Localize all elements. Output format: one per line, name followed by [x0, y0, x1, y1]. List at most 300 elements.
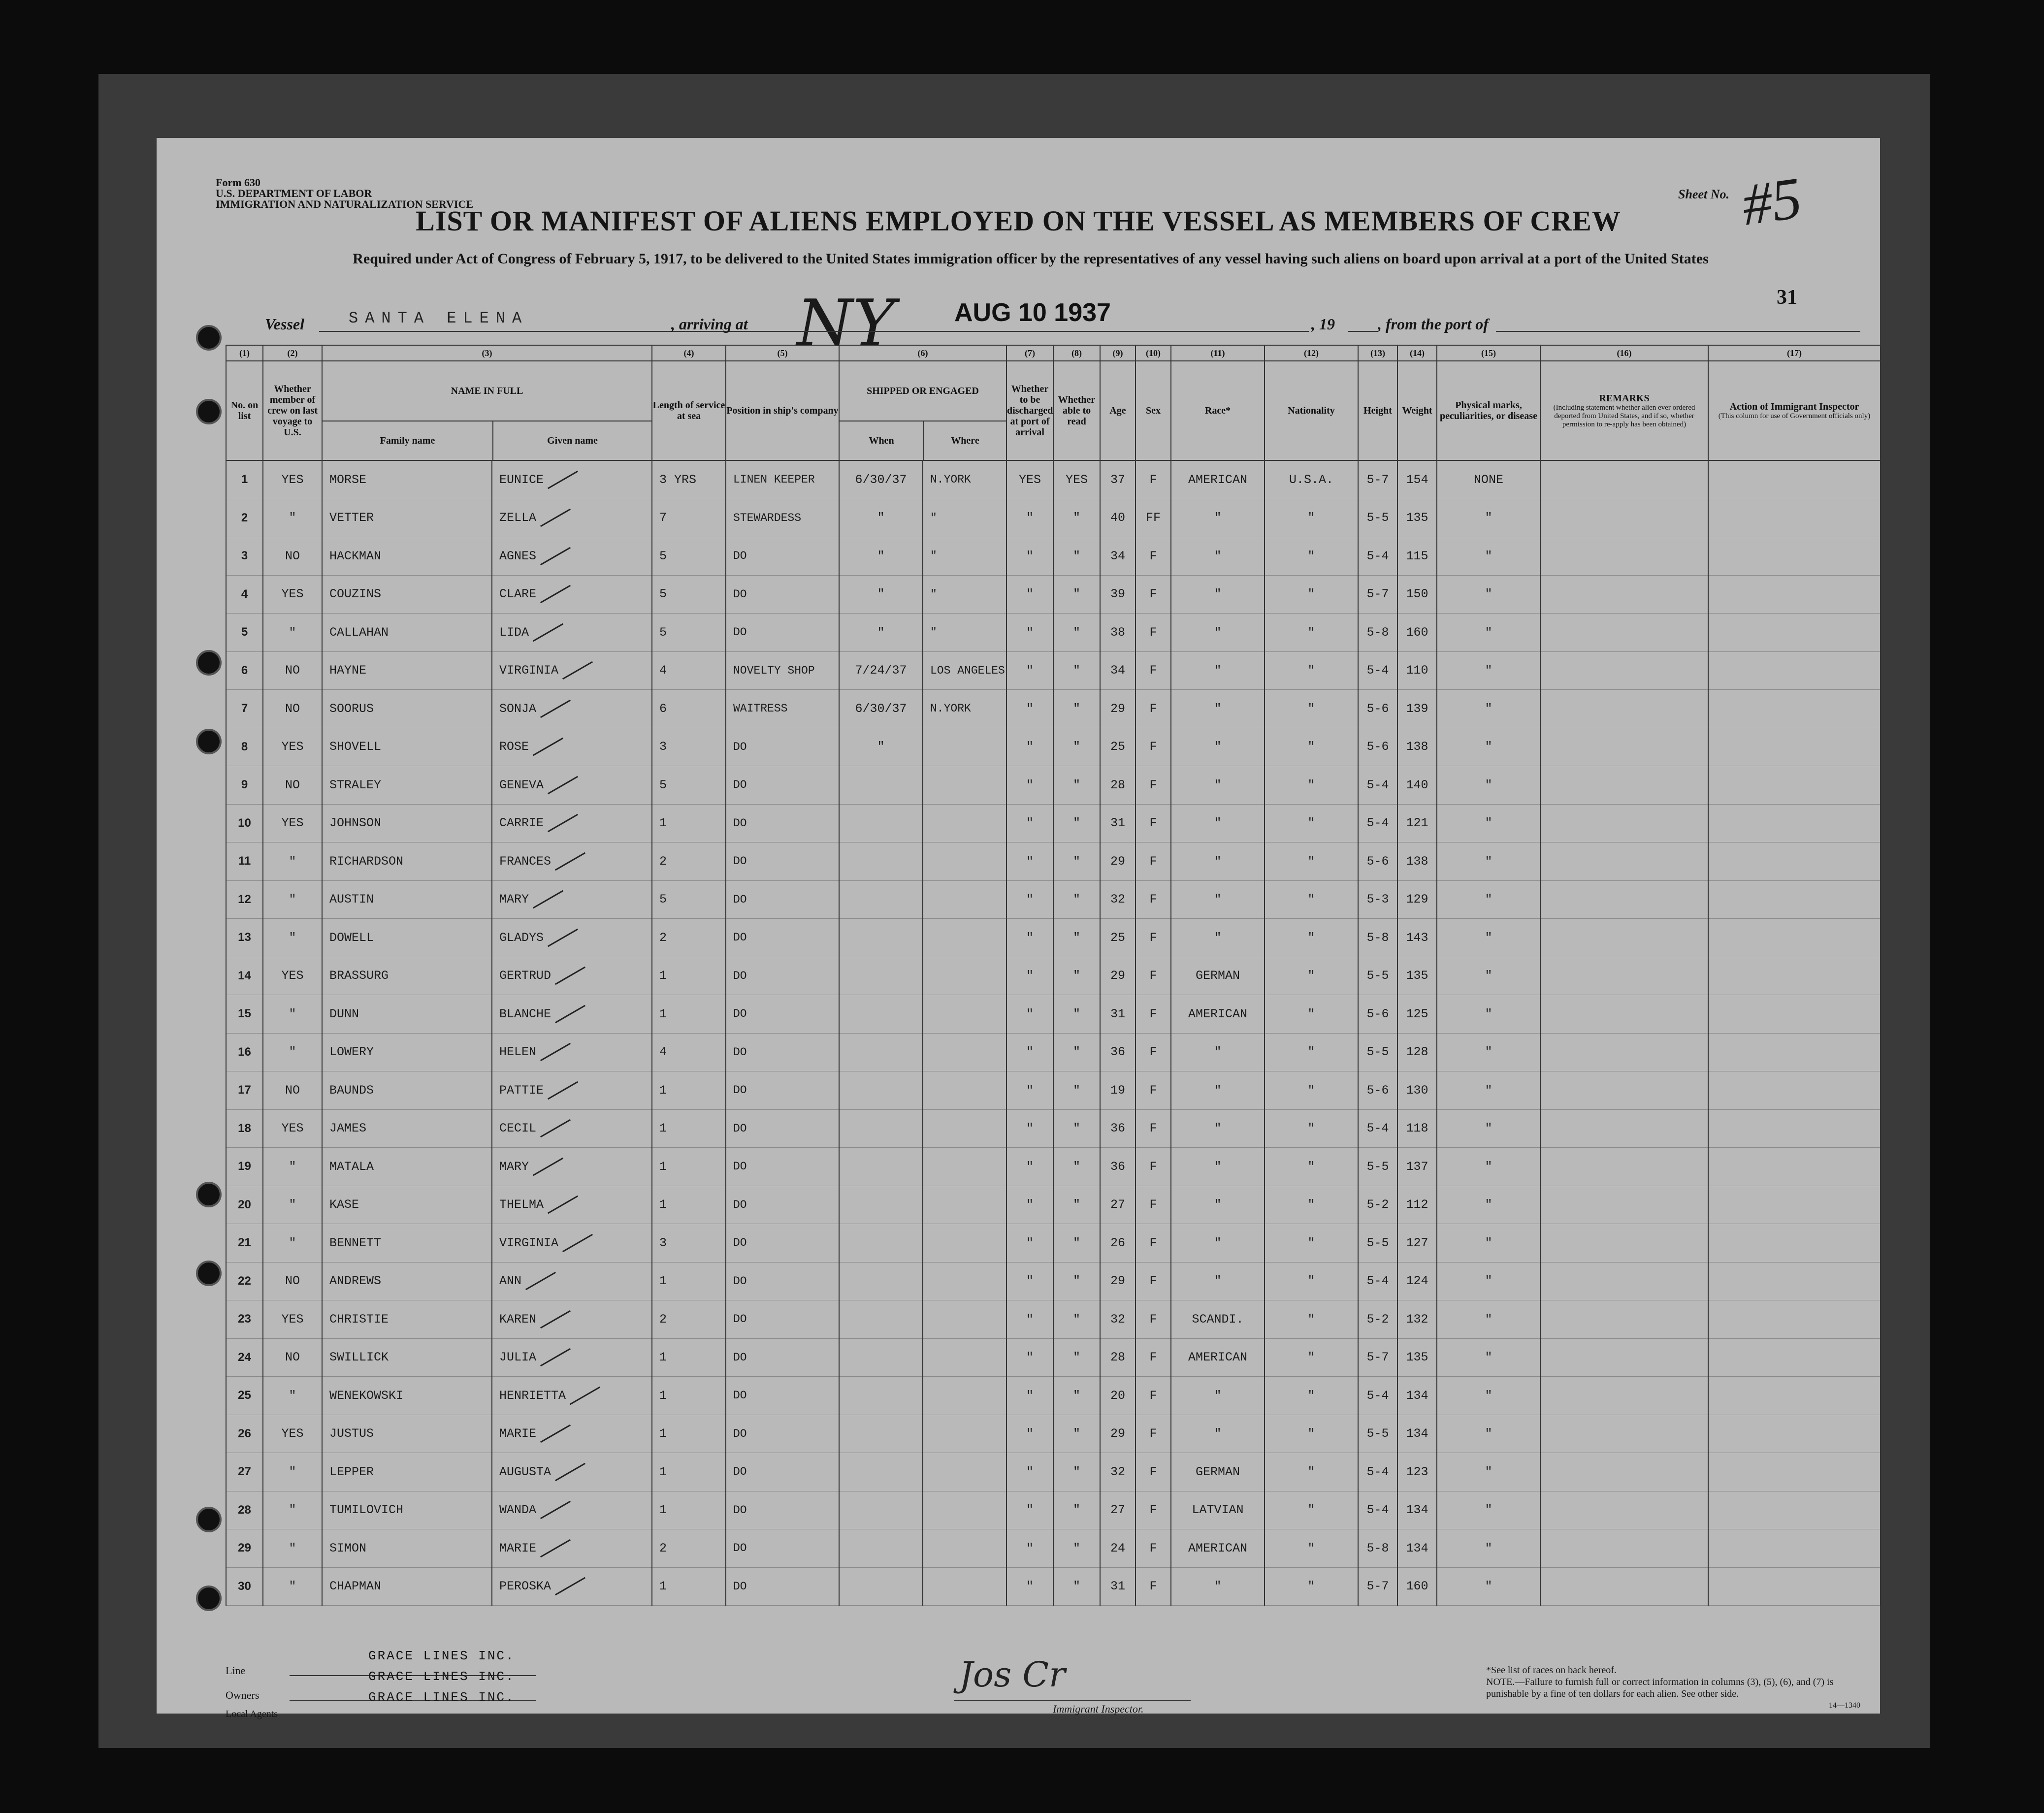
sex: F [1136, 575, 1171, 614]
family-name: BRASSURG [322, 957, 492, 995]
length-of-service: 7 [652, 499, 726, 537]
member-last-voyage: NO [263, 651, 322, 690]
physical-marks: " [1437, 842, 1540, 881]
weight: 154 [1397, 460, 1437, 499]
family-name: BAUNDS [322, 1071, 492, 1110]
length-of-service: 5 [652, 537, 726, 576]
position: WAITRESS [726, 690, 839, 728]
form-identifier: Form 630 U.S. DEPARTMENT OF LABOR IMMIGRATION AND NATURALIZATION SERVICE [216, 176, 474, 210]
to-be-discharged: " [1006, 690, 1053, 728]
page-title: LIST OR MANIFEST OF ALIENS EMPLOYED ON THE VESSEL AS MEMBERS OF CREW [416, 205, 1621, 237]
sheet-label: Sheet No. [1678, 187, 1729, 201]
family-name: MATALA [322, 1148, 492, 1186]
form-code: 14—1340 [1829, 1701, 1860, 1710]
member-last-voyage: " [263, 995, 322, 1034]
action-inspector-cell [1708, 842, 1881, 881]
height: 5-4 [1358, 651, 1397, 690]
age: 29 [1100, 842, 1136, 881]
physical-marks: " [1437, 1529, 1540, 1568]
to-be-discharged: " [1006, 537, 1053, 576]
col-num: (15) [1437, 345, 1540, 361]
shipped-when [839, 1148, 923, 1186]
header-length-of-service: Length of service at sea [652, 361, 726, 460]
col-num: (8) [1053, 345, 1100, 361]
age: 40 [1100, 499, 1136, 537]
punch-hole [196, 399, 222, 424]
remarks-label: REMARKS [1599, 392, 1650, 404]
check-mark-icon [540, 1539, 571, 1557]
nationality: " [1265, 728, 1358, 766]
shipped-where: " [923, 537, 1006, 576]
remarks-cell [1540, 1567, 1708, 1606]
weight: 112 [1397, 1186, 1437, 1224]
col-num: (17) [1708, 345, 1881, 361]
given-name: GERTRUD [492, 957, 652, 995]
header-no-on-list: No. on list [226, 361, 263, 460]
race: " [1171, 614, 1265, 652]
able-to-read: " [1053, 842, 1100, 881]
sex: F [1136, 690, 1171, 728]
race: " [1171, 537, 1265, 576]
remarks-cell [1540, 804, 1708, 842]
given-name: PATTIE [492, 1071, 652, 1110]
shipped-when [839, 1529, 923, 1568]
family-name: LOWERY [322, 1033, 492, 1071]
action-inspector-cell [1708, 1377, 1881, 1415]
header-shipped-or-engaged [839, 361, 1006, 460]
family-name: TUMILOVICH [322, 1491, 492, 1529]
table-row [226, 460, 1881, 499]
given-name: CECIL [492, 1109, 652, 1148]
height: 5-6 [1358, 728, 1397, 766]
position: DO [726, 1338, 839, 1377]
shipped-when: " [839, 728, 923, 766]
nationality: " [1265, 1453, 1358, 1491]
action-inspector-cell [1708, 1224, 1881, 1263]
row-number: 28 [226, 1491, 263, 1529]
physical-marks: " [1437, 1491, 1540, 1529]
to-be-discharged: " [1006, 919, 1053, 957]
weight: 160 [1397, 1567, 1437, 1606]
manifest-sheet [157, 138, 1880, 1719]
position: DO [726, 1567, 839, 1606]
weight: 110 [1397, 651, 1437, 690]
table-row [226, 1453, 1881, 1491]
age: 31 [1100, 804, 1136, 842]
remarks-cell [1540, 766, 1708, 805]
length-of-service: 1 [652, 1415, 726, 1453]
family-name: DOWELL [322, 919, 492, 957]
row-number: 2 [226, 499, 263, 537]
member-last-voyage: " [263, 919, 322, 957]
given-name: CLARE [492, 575, 652, 614]
year-label: , 19 [1311, 315, 1335, 333]
position: DO [726, 614, 839, 652]
check-mark-icon [555, 967, 585, 985]
remarks-cell [1540, 1377, 1708, 1415]
nationality: " [1265, 957, 1358, 995]
punch-hole [196, 1261, 222, 1286]
sex: F [1136, 1224, 1171, 1263]
able-to-read: " [1053, 1415, 1100, 1453]
physical-marks: " [1437, 1377, 1540, 1415]
physical-marks: " [1437, 919, 1540, 957]
able-to-read: " [1053, 1529, 1100, 1568]
sex: F [1136, 1415, 1171, 1453]
inspector-underline [954, 1700, 1191, 1701]
age: 34 [1100, 651, 1136, 690]
family-name: CALLAHAN [322, 614, 492, 652]
age: 28 [1100, 766, 1136, 805]
table-row [226, 728, 1881, 766]
col-num: (7) [1006, 345, 1053, 361]
able-to-read: " [1053, 957, 1100, 995]
able-to-read: " [1053, 690, 1100, 728]
shipped-where [923, 1071, 1006, 1110]
table-row [226, 499, 1881, 537]
remarks-cell [1540, 499, 1708, 537]
row-number: 9 [226, 766, 263, 805]
check-mark-icon [540, 585, 571, 604]
age: 27 [1100, 1491, 1136, 1529]
check-mark-icon [540, 1348, 571, 1367]
age: 28 [1100, 1338, 1136, 1377]
able-to-read: " [1053, 1453, 1100, 1491]
family-name: JAMES [322, 1109, 492, 1148]
remarks-cell [1540, 880, 1708, 919]
height: 5-4 [1358, 766, 1397, 805]
header-weight: Weight [1397, 361, 1437, 460]
sex: F [1136, 1567, 1171, 1606]
family-name: ANDREWS [322, 1262, 492, 1300]
to-be-discharged: " [1006, 728, 1053, 766]
family-name: HAYNE [322, 651, 492, 690]
shipped-when [839, 1224, 923, 1263]
given-name: GENEVA [492, 766, 652, 805]
physical-marks: " [1437, 766, 1540, 805]
to-be-discharged: " [1006, 651, 1053, 690]
table-row [226, 1491, 1881, 1529]
length-of-service: 5 [652, 575, 726, 614]
action-inspector-cell [1708, 957, 1881, 995]
action-inspector-cell [1708, 537, 1881, 576]
nationality: " [1265, 766, 1358, 805]
sex: FF [1136, 499, 1171, 537]
position: DO [726, 1224, 839, 1263]
able-to-read: " [1053, 919, 1100, 957]
length-of-service: 3 YRS [652, 460, 726, 499]
col-num: (3) [322, 345, 652, 361]
race: GERMAN [1171, 957, 1265, 995]
member-last-voyage: YES [263, 575, 322, 614]
shipped-where [923, 1529, 1006, 1568]
weight: 134 [1397, 1491, 1437, 1529]
sex: F [1136, 728, 1171, 766]
member-last-voyage: YES [263, 957, 322, 995]
to-be-discharged: " [1006, 1071, 1053, 1110]
sex: F [1136, 1262, 1171, 1300]
shipped-when [839, 1300, 923, 1339]
table-row [226, 1338, 1881, 1377]
manifest-footer [157, 1635, 1880, 1719]
shipped-where: LOS ANGELES [923, 651, 1006, 690]
shipped-when [839, 1109, 923, 1148]
check-mark-icon [533, 623, 563, 642]
remarks-cell [1540, 460, 1708, 499]
position: DO [726, 728, 839, 766]
remarks-cell [1540, 537, 1708, 576]
age: 19 [1100, 1071, 1136, 1110]
header-physical-marks: Physical marks, peculiarities, or disease [1437, 361, 1540, 460]
family-name: SWILLICK [322, 1338, 492, 1377]
action-inspector-cell [1708, 995, 1881, 1034]
age: 20 [1100, 1377, 1136, 1415]
shipped-when: " [839, 537, 923, 576]
member-last-voyage: YES [263, 1300, 322, 1339]
from-port-label: , from the port of [1378, 315, 1489, 333]
length-of-service: 2 [652, 1529, 726, 1568]
height: 5-5 [1358, 1148, 1397, 1186]
height: 5-6 [1358, 995, 1397, 1034]
shipped-where [923, 1224, 1006, 1263]
physical-marks: " [1437, 1109, 1540, 1148]
physical-marks: " [1437, 537, 1540, 576]
line-label: Line [226, 1664, 246, 1677]
to-be-discharged: " [1006, 1148, 1053, 1186]
member-last-voyage: " [263, 1148, 322, 1186]
crew-manifest-table [226, 345, 1881, 1606]
row-number: 13 [226, 919, 263, 957]
to-be-discharged: YES [1006, 460, 1053, 499]
able-to-read: " [1053, 1071, 1100, 1110]
age: 29 [1100, 957, 1136, 995]
table-row [226, 1415, 1881, 1453]
action-inspector-cell [1708, 651, 1881, 690]
col-num: (12) [1265, 345, 1358, 361]
shipped-when [839, 1567, 923, 1606]
family-name: SHOVELL [322, 728, 492, 766]
length-of-service: 6 [652, 690, 726, 728]
table-row [226, 766, 1881, 805]
page-subtitle: Required under Act of Congress of February 5, 1917, to be delivered to the United States immigration officer by the representatives of any vessel having such aliens on board upon arrival at a port of the United States [353, 251, 1709, 267]
check-mark-icon [548, 470, 578, 489]
check-mark-icon [562, 1233, 593, 1252]
weight: 130 [1397, 1071, 1437, 1110]
height: 5-3 [1358, 880, 1397, 919]
weight: 135 [1397, 957, 1437, 995]
able-to-read: " [1053, 499, 1100, 537]
where-label: Where [951, 435, 979, 446]
member-last-voyage: " [263, 1567, 322, 1606]
footer-notes [1486, 1664, 1860, 1712]
age: 32 [1100, 1453, 1136, 1491]
height: 5-2 [1358, 1300, 1397, 1339]
check-mark-icon [540, 1043, 571, 1062]
able-to-read: " [1053, 1148, 1100, 1186]
header-member-last-voyage: Whether member of crew on last voyage to U.S. [263, 361, 322, 460]
shipped-where: " [923, 614, 1006, 652]
shipped-where [923, 766, 1006, 805]
table-row [226, 1033, 1881, 1071]
nationality: " [1265, 1148, 1358, 1186]
check-mark-icon [533, 890, 563, 909]
shipped-where [923, 1491, 1006, 1529]
row-number: 16 [226, 1033, 263, 1071]
row-number: 6 [226, 651, 263, 690]
vessel-name: SANTA ELENA [349, 309, 529, 327]
age: 32 [1100, 1300, 1136, 1339]
position: NOVELTY SHOP [726, 651, 839, 690]
height: 5-5 [1358, 499, 1397, 537]
member-last-voyage: " [263, 614, 322, 652]
row-number: 11 [226, 842, 263, 881]
check-mark-icon [555, 1462, 585, 1481]
nationality: " [1265, 1415, 1358, 1453]
nationality: " [1265, 1377, 1358, 1415]
col-num: (5) [726, 345, 839, 361]
able-to-read: " [1053, 1567, 1100, 1606]
to-be-discharged: " [1006, 1491, 1053, 1529]
line-value: GRACE LINES INC. [368, 1649, 515, 1663]
check-mark-icon [555, 1004, 585, 1023]
length-of-service: 4 [652, 1033, 726, 1071]
physical-marks: " [1437, 1148, 1540, 1186]
row-number: 20 [226, 1186, 263, 1224]
table-row [226, 690, 1881, 728]
given-name: ANN [492, 1262, 652, 1300]
row-number: 1 [226, 460, 263, 499]
height: 5-7 [1358, 1567, 1397, 1606]
length-of-service: 1 [652, 1109, 726, 1148]
shipped-when [839, 766, 923, 805]
table-row [226, 957, 1881, 995]
position: DO [726, 575, 839, 614]
shipped-where: N.YORK [923, 690, 1006, 728]
age: 36 [1100, 1109, 1136, 1148]
shipped-where [923, 1338, 1006, 1377]
shipped-when: " [839, 499, 923, 537]
family-name: VETTER [322, 499, 492, 537]
column-header-row [226, 361, 1881, 460]
physical-marks: NONE [1437, 460, 1540, 499]
shipped-when [839, 1262, 923, 1300]
height: 5-2 [1358, 1186, 1397, 1224]
remarks-cell [1540, 842, 1708, 881]
length-of-service: 5 [652, 614, 726, 652]
nationality: " [1265, 1109, 1358, 1148]
member-last-voyage: NO [263, 1071, 322, 1110]
remarks-cell [1540, 1453, 1708, 1491]
row-number: 30 [226, 1567, 263, 1606]
nationality: " [1265, 499, 1358, 537]
age: 31 [1100, 995, 1136, 1034]
shipped-when [839, 1415, 923, 1453]
row-number: 14 [226, 957, 263, 995]
physical-marks: " [1437, 1415, 1540, 1453]
action-inspector-cell [1708, 1415, 1881, 1453]
position: DO [726, 957, 839, 995]
member-last-voyage: " [263, 842, 322, 881]
height: 5-8 [1358, 919, 1397, 957]
position: DO [726, 1262, 839, 1300]
age: 36 [1100, 1033, 1136, 1071]
weight: 134 [1397, 1377, 1437, 1415]
header-sex: Sex [1136, 361, 1171, 460]
shipped-when [839, 1338, 923, 1377]
action-inspector-cell [1708, 1071, 1881, 1110]
family-name: KASE [322, 1186, 492, 1224]
action-inspector-cell [1708, 499, 1881, 537]
family-name: AUSTIN [322, 880, 492, 919]
col-num: (2) [263, 345, 322, 361]
row-number: 29 [226, 1529, 263, 1568]
action-inspector-cell [1708, 1567, 1881, 1606]
race: " [1171, 1109, 1265, 1148]
sex: F [1136, 804, 1171, 842]
check-mark-icon [548, 1196, 578, 1214]
shipped-where [923, 1415, 1006, 1453]
nationality: " [1265, 614, 1358, 652]
age: 38 [1100, 614, 1136, 652]
row-number: 22 [226, 1262, 263, 1300]
sex: F [1136, 880, 1171, 919]
check-mark-icon [555, 1577, 585, 1596]
sex: F [1136, 1033, 1171, 1071]
able-to-read: " [1053, 1109, 1100, 1148]
age: 29 [1100, 1262, 1136, 1300]
sex: F [1136, 614, 1171, 652]
to-be-discharged: " [1006, 614, 1053, 652]
given-name: EUNICE [492, 460, 652, 499]
row-number: 8 [226, 728, 263, 766]
sex: F [1136, 842, 1171, 881]
weight: 123 [1397, 1453, 1437, 1491]
able-to-read: " [1053, 1033, 1100, 1071]
shipped-when: " [839, 614, 923, 652]
shipped-when: 6/30/37 [839, 690, 923, 728]
weight: 140 [1397, 766, 1437, 805]
family-name: JUSTUS [322, 1415, 492, 1453]
physical-marks: " [1437, 1224, 1540, 1263]
agents-value: GRACE LINES INC. [368, 1690, 515, 1705]
height: 5-8 [1358, 614, 1397, 652]
nationality: " [1265, 880, 1358, 919]
race: " [1171, 1186, 1265, 1224]
given-name: GLADYS [492, 919, 652, 957]
action-inspector-cell [1708, 1148, 1881, 1186]
action-inspector-cell [1708, 614, 1881, 652]
age: 32 [1100, 880, 1136, 919]
sex: F [1136, 1109, 1171, 1148]
member-last-voyage: " [263, 1224, 322, 1263]
to-be-discharged: " [1006, 1033, 1053, 1071]
shipped-when [839, 1186, 923, 1224]
height: 5-5 [1358, 1415, 1397, 1453]
age: 34 [1100, 537, 1136, 576]
shipped-where [923, 1377, 1006, 1415]
weight: 128 [1397, 1033, 1437, 1071]
row-number: 7 [226, 690, 263, 728]
to-be-discharged: " [1006, 842, 1053, 881]
race: LATVIAN [1171, 1491, 1265, 1529]
row-number: 12 [226, 880, 263, 919]
table-row [226, 804, 1881, 842]
remarks-cell [1540, 1491, 1708, 1529]
check-mark-icon [570, 1386, 600, 1405]
age: 24 [1100, 1529, 1136, 1568]
height: 5-7 [1358, 1338, 1397, 1377]
length-of-service: 1 [652, 1148, 726, 1186]
